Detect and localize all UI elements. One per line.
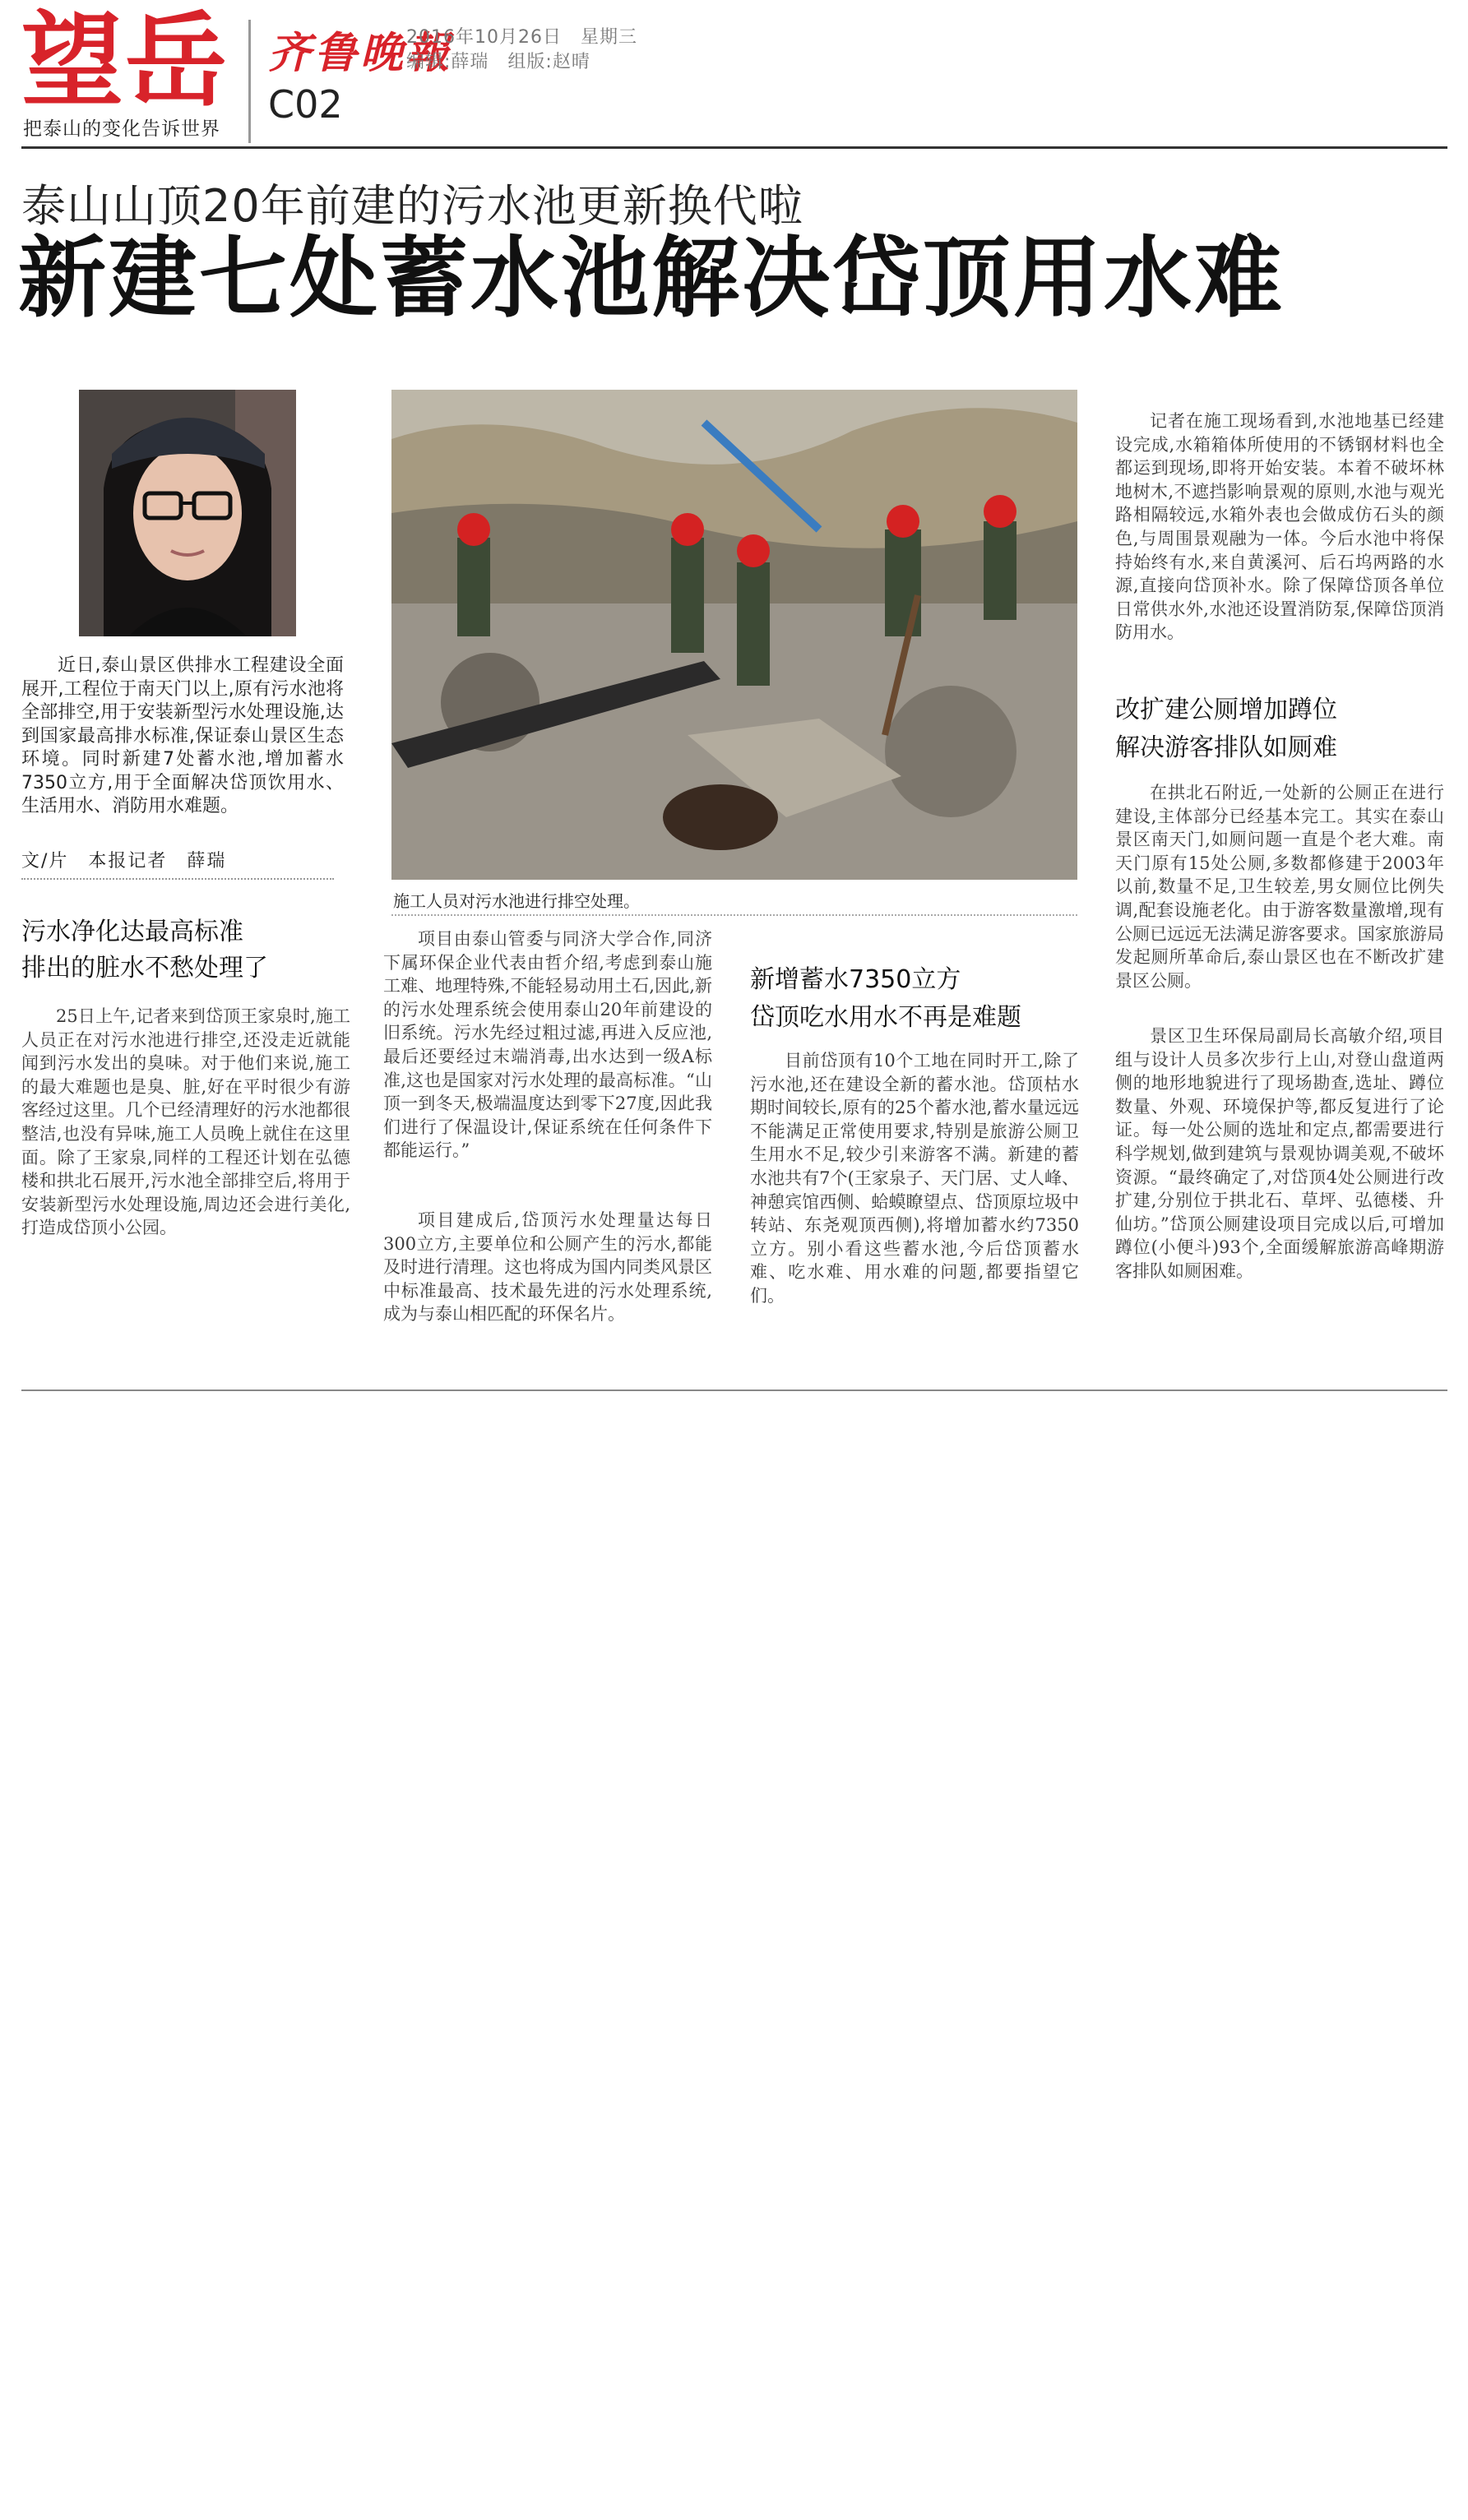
section3-paragraph-2: 景区卫生环保局副局长高敏介绍,项目组与设计人员多次步行上山,对登山盘道两侧的地形地貌进行了现场勘查,选址、蹲位数量、外观、环境保护等,都反复进行了论证。每一处公厕的选址和定点,都需要进行科学规划,做到建筑与景观协调美观,不破坏资源。“最终确定了,对岱顶4处公厕进行改扩建,分别位于拱北石、草坪、弘德楼、升仙坊。”岱顶公厕建设项目完成以后,可增加蹲位(小便斗)93个,全面缓解旅游高峰期游客排队如厕困难。 bbox=[1115, 1026, 1444, 1281]
masthead-divider bbox=[248, 20, 251, 143]
byline: 文/片 本报记者 薛瑞 bbox=[21, 851, 227, 872]
photo-caption: 施工人员对污水池进行排空处理。 bbox=[393, 891, 640, 911]
page-number: C02 bbox=[268, 82, 343, 127]
section1-title-line2: 排出的脏水不愁处理了 bbox=[21, 954, 268, 983]
section2-title-line2: 岱顶吃水用水不再是难题 bbox=[750, 1003, 1021, 1032]
reporter-photo bbox=[79, 390, 296, 636]
section2-title-line1: 新增蓄水7350立方 bbox=[750, 965, 961, 994]
article-kicker: 泰山山顶20年前建的污水池更新换代啦 bbox=[21, 180, 803, 232]
section-slogan: 把泰山的变化告诉世界 bbox=[23, 118, 220, 140]
article-headline: 新建七处蓄水池解决岱顶用水难 bbox=[18, 228, 1285, 330]
section3-title-line1: 改扩建公厕增加蹲位 bbox=[1115, 696, 1337, 724]
section-logo: 望岳 bbox=[21, 2, 229, 121]
newspaper-name: 齐鲁晚報 bbox=[268, 28, 453, 78]
masthead-rule bbox=[21, 146, 1447, 149]
issue-date: 2016年10月26日 星期三 bbox=[406, 27, 637, 48]
page-bottom-rule bbox=[21, 1389, 1447, 1391]
section3-paragraph-1: 在拱北石附近,一处新的公厕正在进行建设,主体部分已经基本完工。其实在泰山景区南天门,如厕问题一直是个老大难。南天门原有15处公厕,多数都修建于2003年以前,数量不足,卫生较差,男女厕位比例失调,配套设施老化。由于游客数量激增,现有公厕已远远无法满足游客要求。国家旅游局发起厕所革命后,泰山景区也在不断改扩建景区公厕。 bbox=[1115, 783, 1444, 991]
caption-rule bbox=[391, 914, 1077, 916]
byline-rule bbox=[21, 878, 334, 880]
section1-title-line1: 污水净化达最高标准 bbox=[21, 918, 243, 946]
section2-paragraph-2: 记者在施工现场看到,水池地基已经建设完成,水箱箱体所使用的不锈钢材料也全都运到现场,即将开始安装。本着不破坏林地树木,不遮挡影响景观的原则,水池与观光路相隔较远,水箱外表也会做成仿石头的颜色,与周围景观融为一体。今后水池中将保持始终有水,来自黄溪河、后石坞两路的水源,直接向岱顶补水。除了保障岱顶各单位日常供水外,水池还设置消防泵,保障岱顶消防用水。 bbox=[1115, 411, 1444, 643]
section1-paragraph-1: 25日上午,记者来到岱顶王家泉时,施工人员正在对污水池进行排空,还没走近就能闻到污水发出的臭味。对于他们来说,施工的最大难题也是臭、脏,好在平时很少有游客经过这里。几个已经清理好的污水池都很整洁,也没有异味,施工人员晚上就住在这里面。除了王家泉,同样的工程还计划在弘德楼和拱北石展开,污水池全部排空后,将用于安装新型污水处理设施,周边还会进行美化,打造成岱顶小公园。 bbox=[21, 1006, 350, 1238]
section2-paragraph-1: 目前岱顶有10个工地在同时开工,除了污水池,还在建设全新的蓄水池。岱顶枯水期时间较长,原有的25个蓄水池,蓄水量远远不能满足正常使用要求,特别是旅游公厕卫生用水不足,较少引来游客不满。新建的蓄水池共有7个(王家泉子、天门居、丈人峰、神憩宾馆西侧、蛤蟆瞭望点、岱顶原垃圾中转站、东尧观顶西侧),将增加蓄水约7350立方。别小看这些蓄水池,今后岱顶蓄水难、吃水难、用水难的问题,都要指望它们。 bbox=[750, 1051, 1079, 1306]
section1-paragraph-3: 项目建成后,岱顶污水处理量达每日300立方,主要单位和公厕产生的污水,都能及时进行清理。这也将成为国内同类风景区中标准最高、技术最先进的污水处理系统,成为与泰山相匹配的环保名片。 bbox=[383, 1210, 712, 1325]
article-lead: 近日,泰山景区供排水工程建设全面展开,工程位于南天门以上,原有污水池将全部排空,用于安装新型污水处理设施,达到国家最高排水标准,保证泰山景区生态环境。同时新建7处蓄水池,增加蓄水7350立方,用于全面解决岱顶饮用水、生活用水、消防用水难题。 bbox=[21, 655, 344, 816]
construction-photo bbox=[391, 390, 1077, 880]
editor-credits: 编辑:薛瑞 组版:赵晴 bbox=[406, 52, 590, 72]
section3-title-line2: 解决游客排队如厕难 bbox=[1115, 733, 1337, 762]
section1-paragraph-2: 项目由泰山管委与同济大学合作,同济下属环保企业代表由哲介绍,考虑到泰山施工难、地理特殊,不能轻易动用土石,因此,新的污水处理系统会使用泰山20年前建设的旧系统。污水先经过粗过滤,再进入反应池,最后还要经过末端消毒,出水达到一级A标准,这也是国家对污水处理的最高标准。“山顶一到冬天,极端温度达到零下27度,因此我们进行了保温设计,保证系统在任何条件下都能运行。” bbox=[383, 929, 712, 1161]
